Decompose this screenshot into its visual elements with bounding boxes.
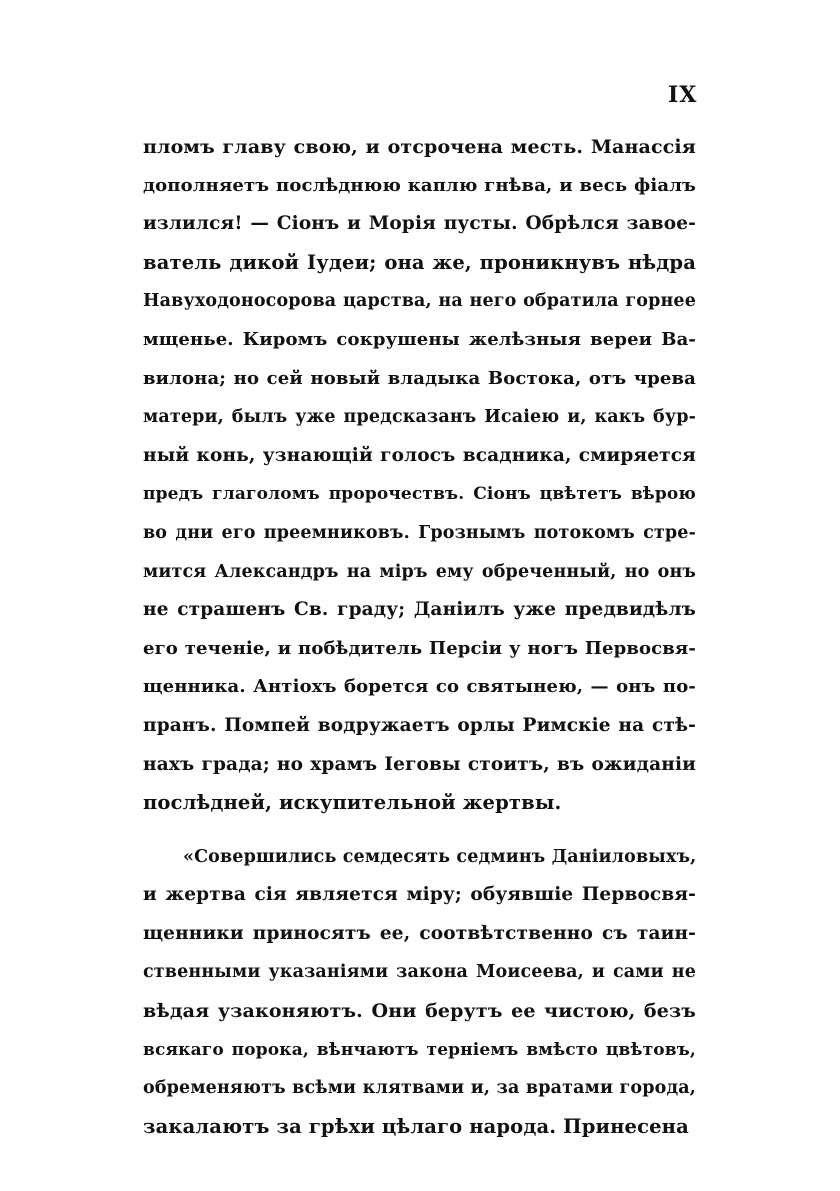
- text-line: не страшенъ Св. граду; Даніилъ уже предвидѣлъ: [143, 599, 696, 621]
- text-line: матери, былъ уже предсказанъ Исаіею и, какъ бур-: [143, 407, 696, 428]
- text-line: и жертва сія является міру; обуявшіе Первосвя-: [143, 884, 696, 906]
- text-line: мщенье. Киромъ сокрушены желѣзныя вереи Ва-: [143, 328, 696, 350]
- text-line: предъ глаголомъ пророчествъ. Сіонъ цвѣтетъ вѣрою: [143, 484, 696, 505]
- text-line: «Совершились семдесять седминъ Даніиловыхъ,: [183, 846, 697, 867]
- text-line: ственными указаніями закона Моисеева, и сами не: [143, 962, 696, 983]
- text-line: ватель дикой Іудеи; она же, проникнувъ нѣдра: [143, 250, 696, 274]
- text-line: пранъ. Помпей водружаетъ орлы Римскіе на стѣ-: [143, 714, 696, 736]
- paragraph: [143, 128, 696, 823]
- text-line: обременяютъ всѣми клятвами и, за вратами города,: [143, 1078, 696, 1099]
- text-line: пломъ главу свою, и отсрочена месть. Манассія: [143, 136, 696, 158]
- text-line: дополняетъ послѣднюю каплю гнѣва, и весь фіалъ: [143, 174, 696, 196]
- text-line: послѣдней, искупительной жертвы.: [143, 791, 562, 815]
- text-line: всякаго порока, вѣнчаютъ терніемъ вмѣсто цвѣтовъ,: [143, 1039, 696, 1060]
- text-line: его теченіе, и побѣдитель Персіи у ногъ Первосвя-: [143, 637, 696, 659]
- page-number: IX: [668, 82, 698, 108]
- text-line: ный конь, узнающій голосъ всадника, смиряется: [143, 444, 696, 466]
- text-line: Навуходоносорова царства, на него обратила горнее: [143, 291, 696, 312]
- text-line: во дни его преемниковъ. Грознымъ потокомъ стре-: [143, 522, 696, 543]
- text-line: мится Александръ на міръ ему обреченный, но онъ: [143, 561, 696, 582]
- text-line: щенники приносятъ ее, соотвѣтственно съ таин-: [143, 922, 696, 944]
- text-line: нахъ града; но храмъ Іеговы стоитъ, въ ожиданіи: [143, 753, 696, 775]
- paragraph: [143, 838, 696, 1147]
- text-line: вѣдая узаконяютъ. Они берутъ ее чистою, безъ: [143, 1000, 696, 1023]
- text-line: щенника. Антіохъ борется со святынею, — онъ по-: [143, 676, 696, 698]
- text-line: закалаютъ за грѣхи цѣлаго народа. Принесена: [143, 1114, 689, 1138]
- text-line: излился! — Сіонъ и Морія пусты. Обрѣлся завое-: [143, 213, 696, 235]
- body-text: [143, 128, 696, 1146]
- text-line: вилона; но сей новый владыка Востока, отъ чрева: [143, 367, 696, 389]
